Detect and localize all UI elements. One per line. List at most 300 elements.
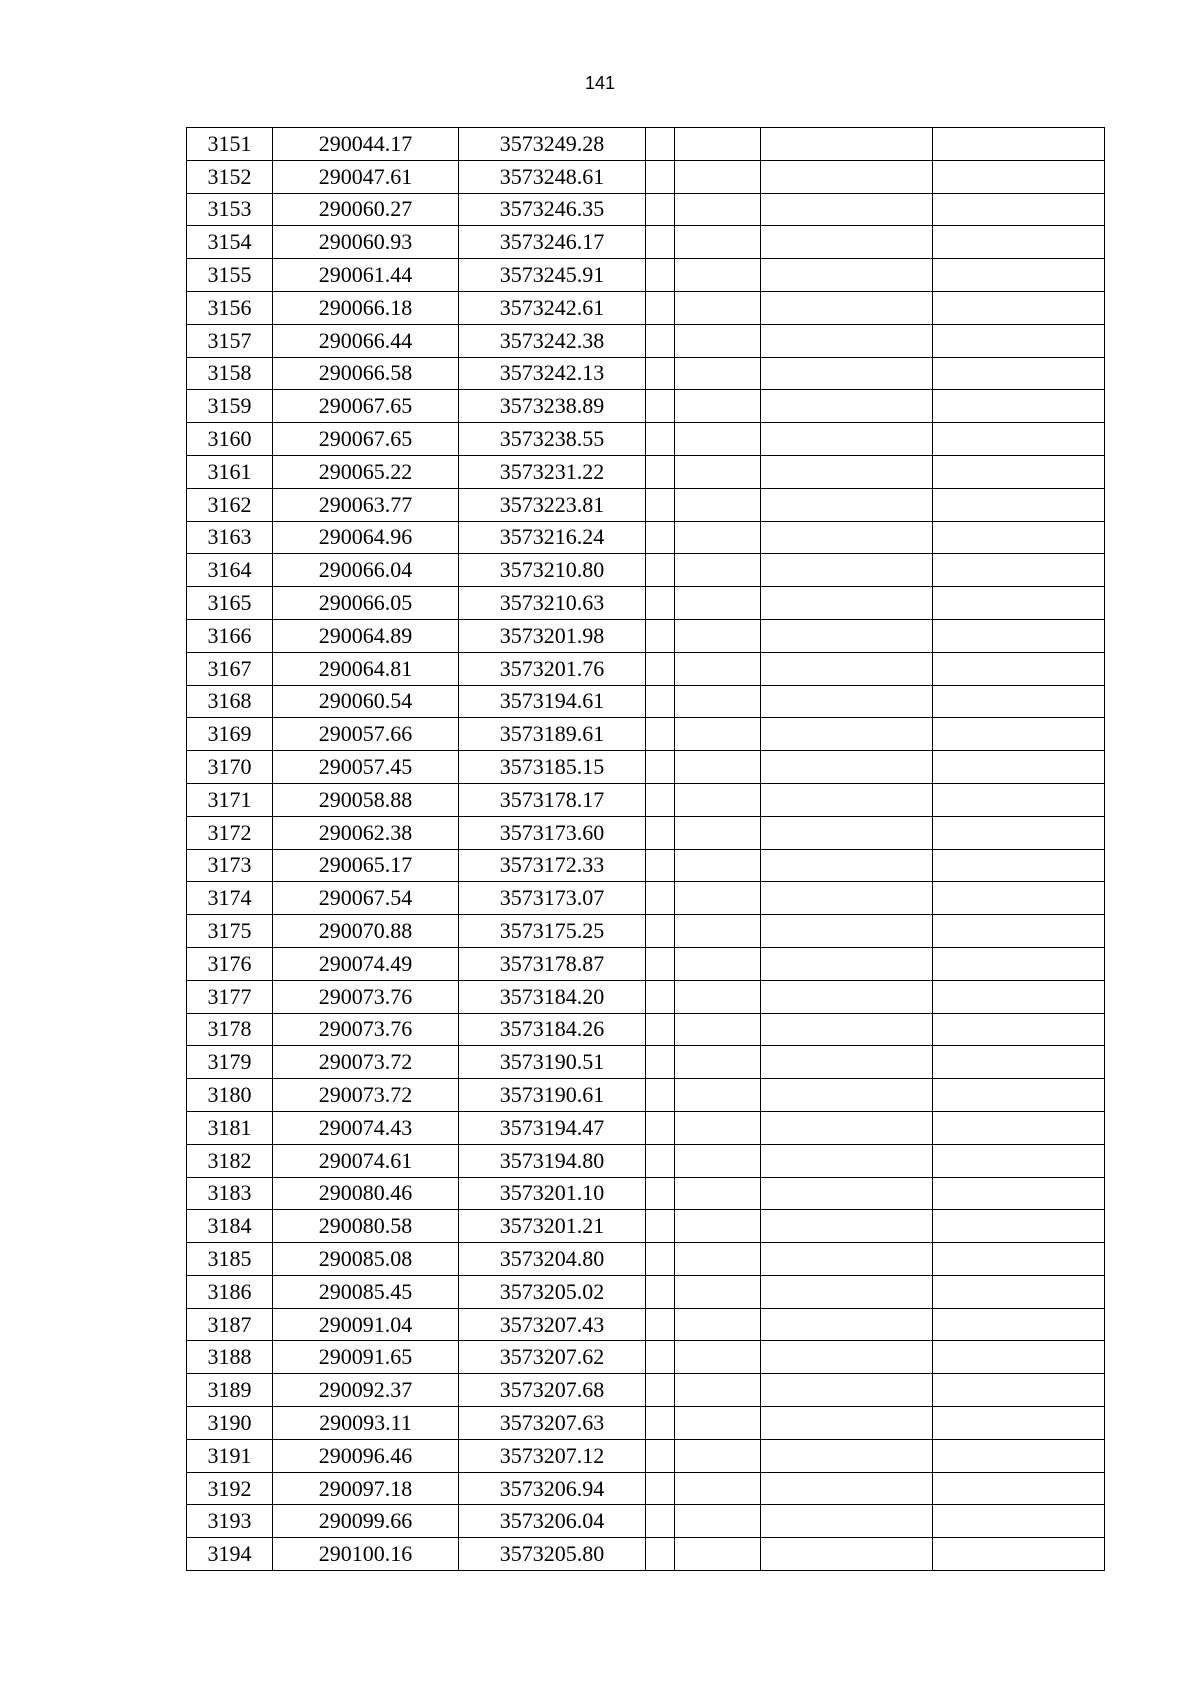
empty-cell bbox=[761, 259, 933, 292]
table-row bbox=[187, 128, 1105, 161]
y-coordinate-cell: 3573216.24 bbox=[459, 521, 646, 554]
empty-cell bbox=[933, 1538, 1105, 1571]
point-number-cell: 3175 bbox=[187, 915, 273, 948]
y-coordinate-cell: 3573204.80 bbox=[459, 1243, 646, 1276]
empty-cell bbox=[761, 947, 933, 980]
y-coordinate-cell: 3573175.25 bbox=[459, 915, 646, 948]
empty-cell bbox=[933, 160, 1105, 193]
empty-cell bbox=[675, 1407, 761, 1440]
x-coordinate-cell: 290065.22 bbox=[273, 455, 459, 488]
table-row bbox=[187, 882, 1105, 915]
empty-cell bbox=[933, 652, 1105, 685]
empty-cell bbox=[761, 1013, 933, 1046]
empty-cell bbox=[761, 521, 933, 554]
y-coordinate-cell: 3573210.80 bbox=[459, 554, 646, 587]
empty-cell bbox=[646, 1505, 675, 1538]
point-number-cell: 3178 bbox=[187, 1013, 273, 1046]
empty-cell bbox=[933, 259, 1105, 292]
empty-cell bbox=[933, 324, 1105, 357]
table-row bbox=[187, 718, 1105, 751]
y-coordinate-cell: 3573242.13 bbox=[459, 357, 646, 390]
empty-cell bbox=[646, 488, 675, 521]
table-row bbox=[187, 521, 1105, 554]
empty-cell bbox=[646, 849, 675, 882]
x-coordinate-cell: 290064.96 bbox=[273, 521, 459, 554]
empty-cell bbox=[675, 226, 761, 259]
x-coordinate-cell: 290091.04 bbox=[273, 1308, 459, 1341]
x-coordinate-cell: 290091.65 bbox=[273, 1341, 459, 1374]
empty-cell bbox=[675, 259, 761, 292]
y-coordinate-cell: 3573205.02 bbox=[459, 1275, 646, 1308]
empty-cell bbox=[675, 783, 761, 816]
table-row bbox=[187, 849, 1105, 882]
empty-cell bbox=[761, 1439, 933, 1472]
empty-cell bbox=[646, 1407, 675, 1440]
empty-cell bbox=[761, 1341, 933, 1374]
empty-cell bbox=[646, 1439, 675, 1472]
point-number-cell: 3181 bbox=[187, 1111, 273, 1144]
empty-cell bbox=[761, 423, 933, 456]
x-coordinate-cell: 290093.11 bbox=[273, 1407, 459, 1440]
empty-cell bbox=[675, 1013, 761, 1046]
empty-cell bbox=[933, 947, 1105, 980]
point-number-cell: 3190 bbox=[187, 1407, 273, 1440]
point-number-cell: 3166 bbox=[187, 619, 273, 652]
y-coordinate-cell: 3573242.38 bbox=[459, 324, 646, 357]
x-coordinate-cell: 290061.44 bbox=[273, 259, 459, 292]
x-coordinate-cell: 290066.58 bbox=[273, 357, 459, 390]
y-coordinate-cell: 3573206.04 bbox=[459, 1505, 646, 1538]
empty-cell bbox=[646, 1111, 675, 1144]
empty-cell bbox=[761, 1243, 933, 1276]
table-row bbox=[187, 259, 1105, 292]
empty-cell bbox=[675, 160, 761, 193]
table-row bbox=[187, 1341, 1105, 1374]
empty-cell bbox=[675, 980, 761, 1013]
table-body bbox=[187, 128, 1105, 1571]
x-coordinate-cell: 290066.18 bbox=[273, 291, 459, 324]
table-row bbox=[187, 488, 1105, 521]
empty-cell bbox=[933, 1013, 1105, 1046]
empty-cell bbox=[646, 1472, 675, 1505]
point-number-cell: 3191 bbox=[187, 1439, 273, 1472]
table-row bbox=[187, 685, 1105, 718]
table-row bbox=[187, 1538, 1105, 1571]
table-row bbox=[187, 226, 1105, 259]
empty-cell bbox=[761, 652, 933, 685]
empty-cell bbox=[761, 1538, 933, 1571]
point-number-cell: 3160 bbox=[187, 423, 273, 456]
x-coordinate-cell: 290064.81 bbox=[273, 652, 459, 685]
empty-cell bbox=[646, 980, 675, 1013]
point-number-cell: 3180 bbox=[187, 1079, 273, 1112]
empty-cell bbox=[675, 1341, 761, 1374]
y-coordinate-cell: 3573190.51 bbox=[459, 1046, 646, 1079]
table-row bbox=[187, 915, 1105, 948]
empty-cell bbox=[933, 1243, 1105, 1276]
x-coordinate-cell: 290062.38 bbox=[273, 816, 459, 849]
empty-cell bbox=[646, 1308, 675, 1341]
empty-cell bbox=[761, 1079, 933, 1112]
table-row bbox=[187, 1111, 1105, 1144]
table-row bbox=[187, 783, 1105, 816]
empty-cell bbox=[933, 1210, 1105, 1243]
empty-cell bbox=[646, 783, 675, 816]
empty-cell bbox=[675, 1243, 761, 1276]
empty-cell bbox=[933, 619, 1105, 652]
empty-cell bbox=[933, 128, 1105, 161]
table-row bbox=[187, 587, 1105, 620]
empty-cell bbox=[675, 521, 761, 554]
empty-cell bbox=[933, 193, 1105, 226]
x-coordinate-cell: 290060.27 bbox=[273, 193, 459, 226]
empty-cell bbox=[761, 1111, 933, 1144]
point-number-cell: 3169 bbox=[187, 718, 273, 751]
table-row bbox=[187, 1013, 1105, 1046]
empty-cell bbox=[646, 619, 675, 652]
table-row bbox=[187, 1439, 1105, 1472]
coordinate-table bbox=[186, 127, 1105, 1571]
y-coordinate-cell: 3573231.22 bbox=[459, 455, 646, 488]
y-coordinate-cell: 3573245.91 bbox=[459, 259, 646, 292]
y-coordinate-cell: 3573238.55 bbox=[459, 423, 646, 456]
y-coordinate-cell: 3573178.87 bbox=[459, 947, 646, 980]
empty-cell bbox=[761, 455, 933, 488]
y-coordinate-cell: 3573248.61 bbox=[459, 160, 646, 193]
empty-cell bbox=[675, 423, 761, 456]
empty-cell bbox=[761, 1275, 933, 1308]
table-row bbox=[187, 423, 1105, 456]
x-coordinate-cell: 290074.61 bbox=[273, 1144, 459, 1177]
empty-cell bbox=[933, 849, 1105, 882]
y-coordinate-cell: 3573173.07 bbox=[459, 882, 646, 915]
empty-cell bbox=[646, 1013, 675, 1046]
empty-cell bbox=[933, 718, 1105, 751]
empty-cell bbox=[646, 259, 675, 292]
y-coordinate-cell: 3573201.98 bbox=[459, 619, 646, 652]
empty-cell bbox=[761, 751, 933, 784]
y-coordinate-cell: 3573184.20 bbox=[459, 980, 646, 1013]
table-row bbox=[187, 1505, 1105, 1538]
point-number-cell: 3188 bbox=[187, 1341, 273, 1374]
empty-cell bbox=[675, 193, 761, 226]
empty-cell bbox=[761, 619, 933, 652]
y-coordinate-cell: 3573246.35 bbox=[459, 193, 646, 226]
empty-cell bbox=[646, 1243, 675, 1276]
empty-cell bbox=[761, 1374, 933, 1407]
empty-cell bbox=[933, 390, 1105, 423]
empty-cell bbox=[933, 521, 1105, 554]
x-coordinate-cell: 290060.93 bbox=[273, 226, 459, 259]
empty-cell bbox=[933, 1341, 1105, 1374]
x-coordinate-cell: 290066.05 bbox=[273, 587, 459, 620]
empty-cell bbox=[675, 390, 761, 423]
empty-cell bbox=[675, 718, 761, 751]
point-number-cell: 3168 bbox=[187, 685, 273, 718]
empty-cell bbox=[646, 915, 675, 948]
empty-cell bbox=[675, 488, 761, 521]
empty-cell bbox=[675, 1439, 761, 1472]
y-coordinate-cell: 3573223.81 bbox=[459, 488, 646, 521]
empty-cell bbox=[933, 1275, 1105, 1308]
x-coordinate-cell: 290064.89 bbox=[273, 619, 459, 652]
point-number-cell: 3193 bbox=[187, 1505, 273, 1538]
point-number-cell: 3158 bbox=[187, 357, 273, 390]
empty-cell bbox=[675, 587, 761, 620]
y-coordinate-cell: 3573201.10 bbox=[459, 1177, 646, 1210]
empty-cell bbox=[761, 1407, 933, 1440]
x-coordinate-cell: 290097.18 bbox=[273, 1472, 459, 1505]
empty-cell bbox=[761, 291, 933, 324]
y-coordinate-cell: 3573185.15 bbox=[459, 751, 646, 784]
point-number-cell: 3165 bbox=[187, 587, 273, 620]
empty-cell bbox=[761, 882, 933, 915]
point-number-cell: 3154 bbox=[187, 226, 273, 259]
empty-cell bbox=[761, 1472, 933, 1505]
point-number-cell: 3173 bbox=[187, 849, 273, 882]
empty-cell bbox=[933, 554, 1105, 587]
x-coordinate-cell: 290080.46 bbox=[273, 1177, 459, 1210]
page-number: 141 bbox=[584, 73, 616, 93]
empty-cell bbox=[933, 1407, 1105, 1440]
empty-cell bbox=[646, 1538, 675, 1571]
table-row bbox=[187, 1308, 1105, 1341]
empty-cell bbox=[646, 1046, 675, 1079]
point-number-cell: 3151 bbox=[187, 128, 273, 161]
empty-cell bbox=[646, 1144, 675, 1177]
empty-cell bbox=[933, 1111, 1105, 1144]
table-row bbox=[187, 1046, 1105, 1079]
empty-cell bbox=[646, 324, 675, 357]
empty-cell bbox=[646, 1177, 675, 1210]
y-coordinate-cell: 3573207.12 bbox=[459, 1439, 646, 1472]
y-coordinate-cell: 3573207.68 bbox=[459, 1374, 646, 1407]
x-coordinate-cell: 290085.08 bbox=[273, 1243, 459, 1276]
point-number-cell: 3176 bbox=[187, 947, 273, 980]
empty-cell bbox=[675, 1079, 761, 1112]
y-coordinate-cell: 3573249.28 bbox=[459, 128, 646, 161]
empty-cell bbox=[933, 816, 1105, 849]
empty-cell bbox=[646, 357, 675, 390]
empty-cell bbox=[933, 1144, 1105, 1177]
x-coordinate-cell: 290100.16 bbox=[273, 1538, 459, 1571]
table-row bbox=[187, 324, 1105, 357]
empty-cell bbox=[675, 1505, 761, 1538]
table-row bbox=[187, 1210, 1105, 1243]
empty-cell bbox=[675, 915, 761, 948]
x-coordinate-cell: 290063.77 bbox=[273, 488, 459, 521]
empty-cell bbox=[646, 128, 675, 161]
empty-cell bbox=[761, 193, 933, 226]
table-row bbox=[187, 1374, 1105, 1407]
empty-cell bbox=[933, 1079, 1105, 1112]
empty-cell bbox=[675, 1177, 761, 1210]
empty-cell bbox=[933, 751, 1105, 784]
empty-cell bbox=[646, 1341, 675, 1374]
x-coordinate-cell: 290058.88 bbox=[273, 783, 459, 816]
y-coordinate-cell: 3573189.61 bbox=[459, 718, 646, 751]
empty-cell bbox=[646, 423, 675, 456]
y-coordinate-cell: 3573207.63 bbox=[459, 1407, 646, 1440]
table-row bbox=[187, 1472, 1105, 1505]
point-number-cell: 3167 bbox=[187, 652, 273, 685]
table-row bbox=[187, 160, 1105, 193]
table-row bbox=[187, 816, 1105, 849]
empty-cell bbox=[933, 1439, 1105, 1472]
y-coordinate-cell: 3573205.80 bbox=[459, 1538, 646, 1571]
y-coordinate-cell: 3573184.26 bbox=[459, 1013, 646, 1046]
empty-cell bbox=[761, 128, 933, 161]
empty-cell bbox=[675, 619, 761, 652]
point-number-cell: 3170 bbox=[187, 751, 273, 784]
empty-cell bbox=[646, 1210, 675, 1243]
x-coordinate-cell: 290070.88 bbox=[273, 915, 459, 948]
empty-cell bbox=[761, 915, 933, 948]
point-number-cell: 3171 bbox=[187, 783, 273, 816]
empty-cell bbox=[761, 816, 933, 849]
empty-cell bbox=[933, 455, 1105, 488]
table-row bbox=[187, 947, 1105, 980]
x-coordinate-cell: 290066.44 bbox=[273, 324, 459, 357]
empty-cell bbox=[761, 1144, 933, 1177]
point-number-cell: 3159 bbox=[187, 390, 273, 423]
empty-cell bbox=[675, 324, 761, 357]
x-coordinate-cell: 290074.43 bbox=[273, 1111, 459, 1144]
empty-cell bbox=[675, 357, 761, 390]
empty-cell bbox=[933, 1046, 1105, 1079]
x-coordinate-cell: 290092.37 bbox=[273, 1374, 459, 1407]
point-number-cell: 3164 bbox=[187, 554, 273, 587]
empty-cell bbox=[675, 1046, 761, 1079]
y-coordinate-cell: 3573238.89 bbox=[459, 390, 646, 423]
x-coordinate-cell: 290067.54 bbox=[273, 882, 459, 915]
point-number-cell: 3161 bbox=[187, 455, 273, 488]
empty-cell bbox=[675, 882, 761, 915]
empty-cell bbox=[761, 1505, 933, 1538]
empty-cell bbox=[675, 849, 761, 882]
point-number-cell: 3153 bbox=[187, 193, 273, 226]
table-row bbox=[187, 193, 1105, 226]
empty-cell bbox=[761, 587, 933, 620]
empty-cell bbox=[761, 226, 933, 259]
empty-cell bbox=[933, 783, 1105, 816]
empty-cell bbox=[933, 1177, 1105, 1210]
empty-cell bbox=[761, 357, 933, 390]
empty-cell bbox=[933, 587, 1105, 620]
point-number-cell: 3155 bbox=[187, 259, 273, 292]
point-number-cell: 3194 bbox=[187, 1538, 273, 1571]
x-coordinate-cell: 290099.66 bbox=[273, 1505, 459, 1538]
empty-cell bbox=[675, 1538, 761, 1571]
empty-cell bbox=[646, 816, 675, 849]
empty-cell bbox=[933, 291, 1105, 324]
point-number-cell: 3172 bbox=[187, 816, 273, 849]
empty-cell bbox=[761, 783, 933, 816]
empty-cell bbox=[675, 1144, 761, 1177]
table-row bbox=[187, 455, 1105, 488]
table-row bbox=[187, 554, 1105, 587]
empty-cell bbox=[675, 685, 761, 718]
table-row bbox=[187, 1407, 1105, 1440]
y-coordinate-cell: 3573242.61 bbox=[459, 291, 646, 324]
y-coordinate-cell: 3573206.94 bbox=[459, 1472, 646, 1505]
point-number-cell: 3174 bbox=[187, 882, 273, 915]
y-coordinate-cell: 3573207.43 bbox=[459, 1308, 646, 1341]
x-coordinate-cell: 290047.61 bbox=[273, 160, 459, 193]
y-coordinate-cell: 3573172.33 bbox=[459, 849, 646, 882]
table-row bbox=[187, 1243, 1105, 1276]
y-coordinate-cell: 3573194.61 bbox=[459, 685, 646, 718]
y-coordinate-cell: 3573207.62 bbox=[459, 1341, 646, 1374]
empty-cell bbox=[933, 882, 1105, 915]
point-number-cell: 3162 bbox=[187, 488, 273, 521]
empty-cell bbox=[675, 554, 761, 587]
empty-cell bbox=[646, 390, 675, 423]
point-number-cell: 3157 bbox=[187, 324, 273, 357]
empty-cell bbox=[761, 160, 933, 193]
empty-cell bbox=[675, 652, 761, 685]
point-number-cell: 3183 bbox=[187, 1177, 273, 1210]
table-row bbox=[187, 357, 1105, 390]
point-number-cell: 3163 bbox=[187, 521, 273, 554]
y-coordinate-cell: 3573210.63 bbox=[459, 587, 646, 620]
y-coordinate-cell: 3573246.17 bbox=[459, 226, 646, 259]
x-coordinate-cell: 290096.46 bbox=[273, 1439, 459, 1472]
y-coordinate-cell: 3573194.80 bbox=[459, 1144, 646, 1177]
empty-cell bbox=[933, 226, 1105, 259]
empty-cell bbox=[675, 455, 761, 488]
empty-cell bbox=[675, 291, 761, 324]
empty-cell bbox=[761, 488, 933, 521]
empty-cell bbox=[646, 751, 675, 784]
point-number-cell: 3177 bbox=[187, 980, 273, 1013]
empty-cell bbox=[933, 685, 1105, 718]
x-coordinate-cell: 290073.76 bbox=[273, 1013, 459, 1046]
empty-cell bbox=[646, 554, 675, 587]
point-number-cell: 3185 bbox=[187, 1243, 273, 1276]
empty-cell bbox=[675, 1374, 761, 1407]
empty-cell bbox=[933, 357, 1105, 390]
empty-cell bbox=[675, 1210, 761, 1243]
empty-cell bbox=[761, 1177, 933, 1210]
point-number-cell: 3179 bbox=[187, 1046, 273, 1079]
point-number-cell: 3152 bbox=[187, 160, 273, 193]
empty-cell bbox=[675, 1275, 761, 1308]
point-number-cell: 3189 bbox=[187, 1374, 273, 1407]
empty-cell bbox=[933, 915, 1105, 948]
empty-cell bbox=[646, 455, 675, 488]
y-coordinate-cell: 3573201.76 bbox=[459, 652, 646, 685]
table-row bbox=[187, 1275, 1105, 1308]
empty-cell bbox=[646, 1079, 675, 1112]
point-number-cell: 3184 bbox=[187, 1210, 273, 1243]
table-row bbox=[187, 980, 1105, 1013]
empty-cell bbox=[646, 193, 675, 226]
table-row bbox=[187, 652, 1105, 685]
empty-cell bbox=[933, 423, 1105, 456]
empty-cell bbox=[675, 1308, 761, 1341]
y-coordinate-cell: 3573173.60 bbox=[459, 816, 646, 849]
table-row bbox=[187, 619, 1105, 652]
empty-cell bbox=[675, 1472, 761, 1505]
empty-cell bbox=[675, 816, 761, 849]
empty-cell bbox=[761, 554, 933, 587]
empty-cell bbox=[646, 947, 675, 980]
empty-cell bbox=[761, 324, 933, 357]
empty-cell bbox=[761, 1210, 933, 1243]
point-number-cell: 3182 bbox=[187, 1144, 273, 1177]
empty-cell bbox=[675, 947, 761, 980]
